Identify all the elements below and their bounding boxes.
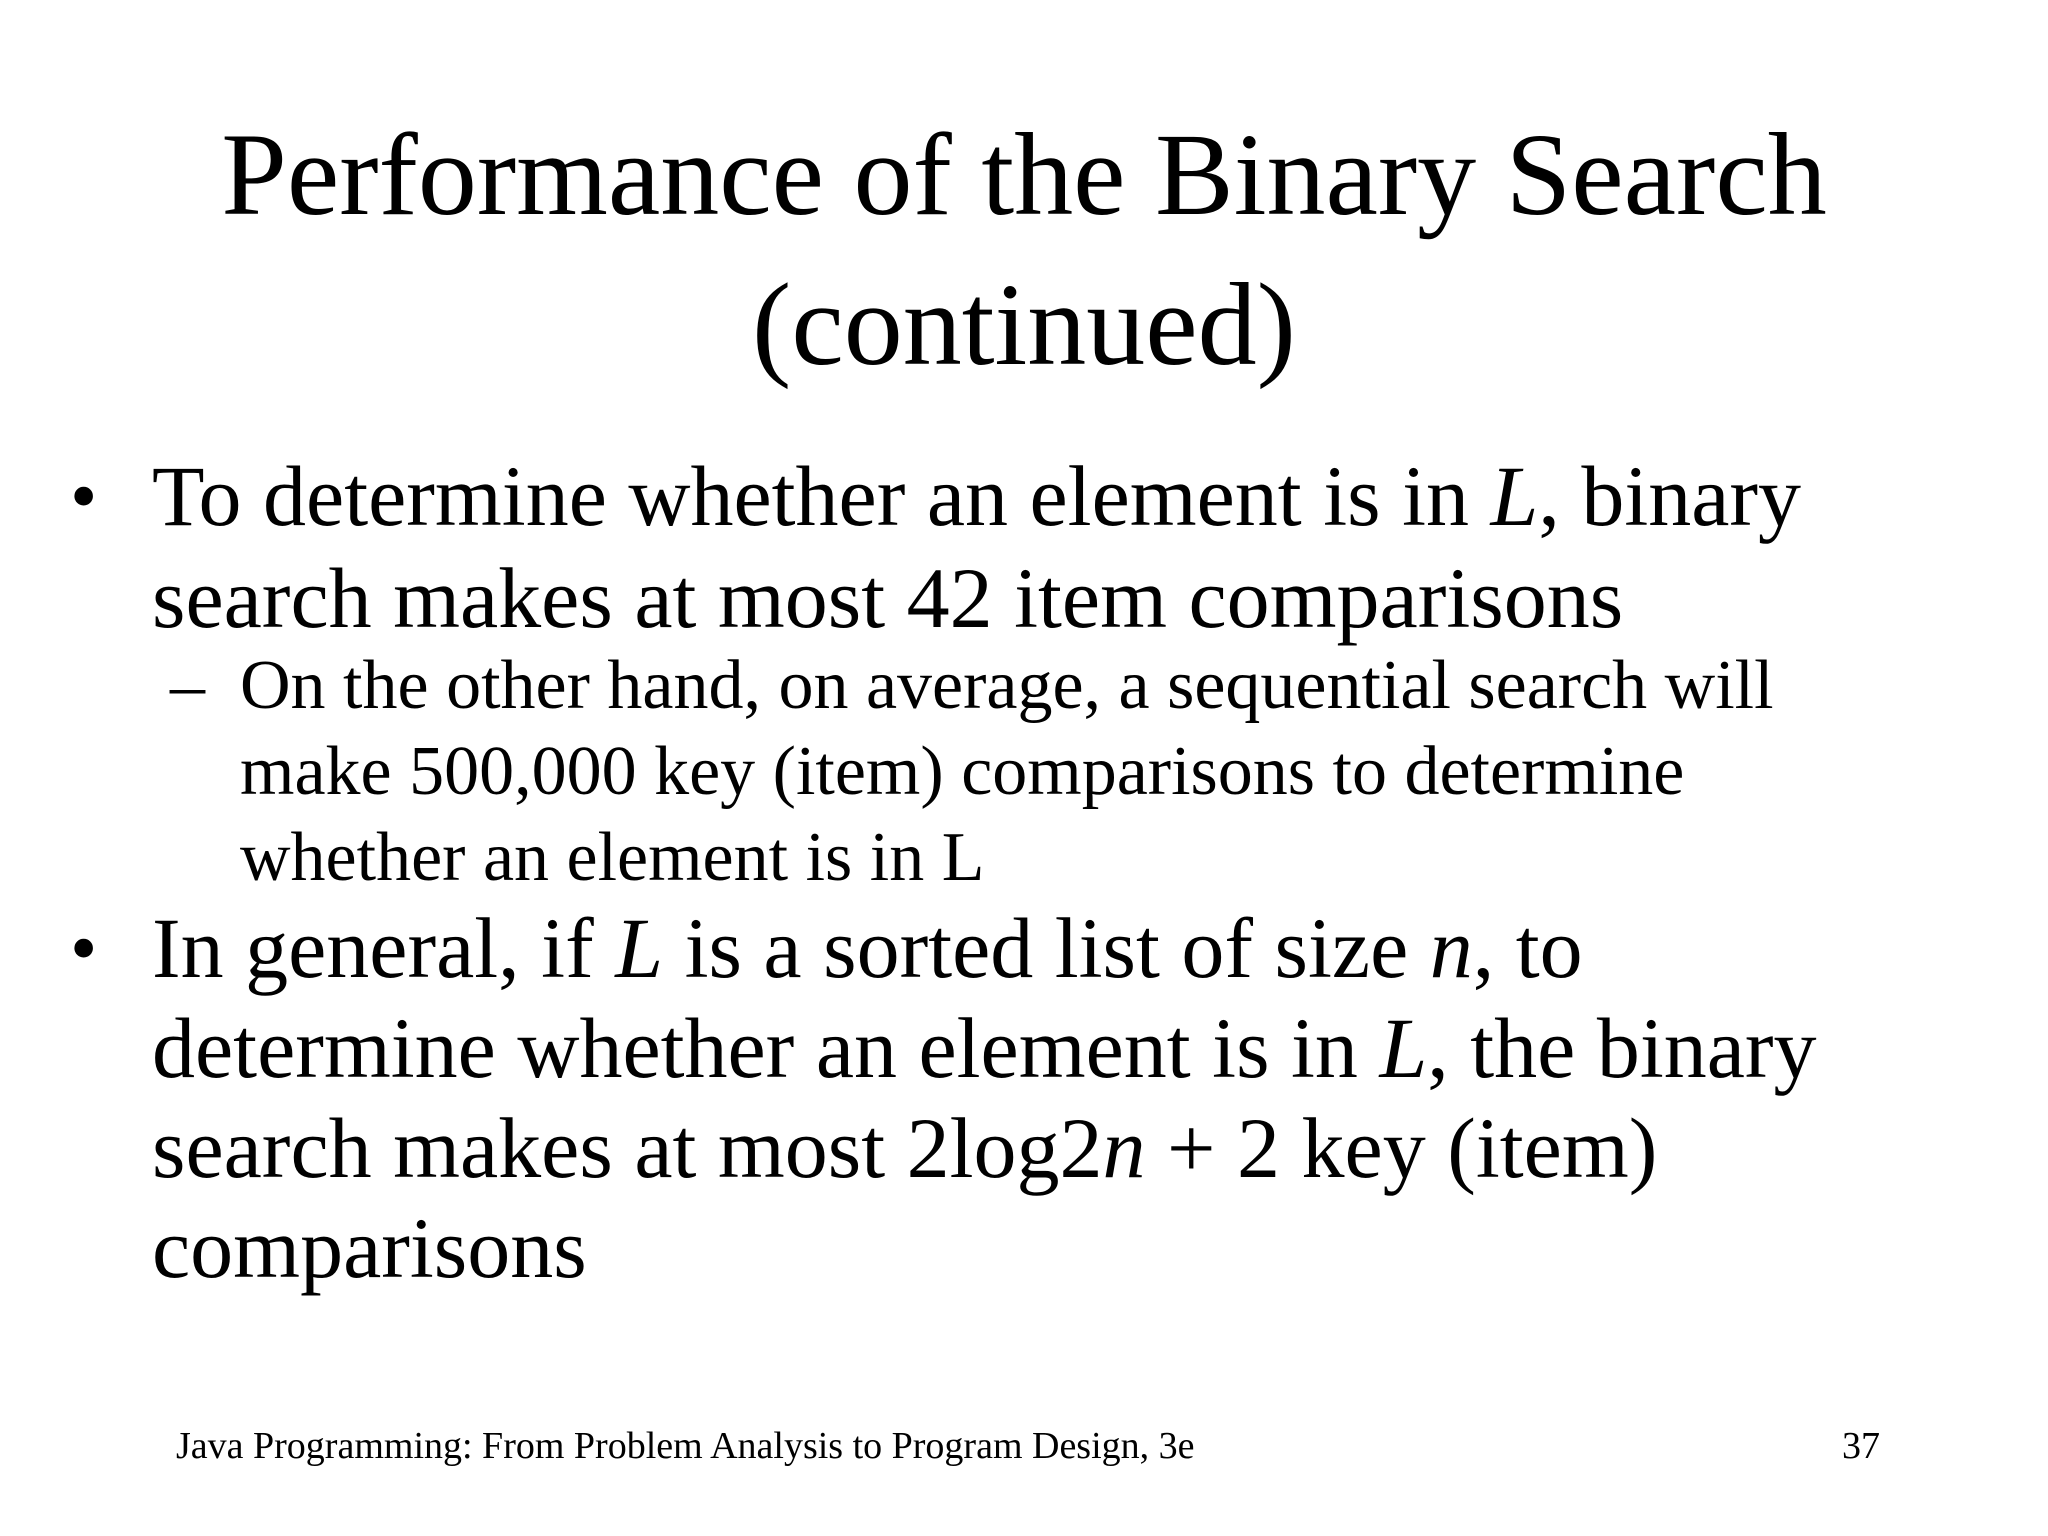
- bullet-item-2: [70, 898, 1970, 1298]
- slide-title: [0, 100, 2048, 400]
- variable-n: n: [1429, 900, 1473, 996]
- title-line-1: Performance of the Binary Search: [221, 109, 1827, 240]
- bullet-text-1: [152, 445, 1970, 649]
- sub-bullet-line-1: On the other hand, on average, a sequential search will: [240, 647, 1774, 724]
- bullet-2-line-2: determine whether an element is in L, the binary: [152, 1000, 1817, 1096]
- slide-footer: Java Programming: From Problem Analysis to Program Design, 3e: [176, 1425, 1195, 1467]
- bullet-text-2: [152, 898, 1970, 1298]
- variable-l: L: [615, 900, 664, 996]
- bullet-marker: •: [70, 452, 98, 539]
- bullet-1-line-1: To determine whether an element is in L, binary: [152, 448, 1802, 544]
- bullet-2-line-4: comparisons: [152, 1200, 587, 1296]
- bullet-2-line-3: search makes at most 2log2n + 2 key (item): [152, 1100, 1658, 1196]
- variable-l: L: [1379, 1000, 1428, 1096]
- bullet-marker: •: [70, 904, 98, 991]
- bullet-1-line-2: search makes at most 42 item comparisons: [152, 550, 1624, 646]
- variable-n: n: [1102, 1100, 1146, 1196]
- variable-l: L: [1490, 448, 1539, 544]
- bullet-item-1: [70, 445, 1970, 649]
- sub-bullet-text-1: [240, 643, 2030, 901]
- sub-bullet-item-1: [170, 643, 2030, 901]
- sub-bullet-marker: –: [170, 647, 205, 724]
- page-number: 37: [1842, 1425, 1880, 1467]
- title-line-2: (continued): [752, 259, 1296, 390]
- sub-bullet-line-3: whether an element is in L: [240, 819, 985, 896]
- sub-bullet-line-2: make 500,000 key (item) comparisons to determine: [240, 733, 1685, 810]
- bullet-2-line-1: In general, if L is a sorted list of size n, to: [152, 900, 1583, 996]
